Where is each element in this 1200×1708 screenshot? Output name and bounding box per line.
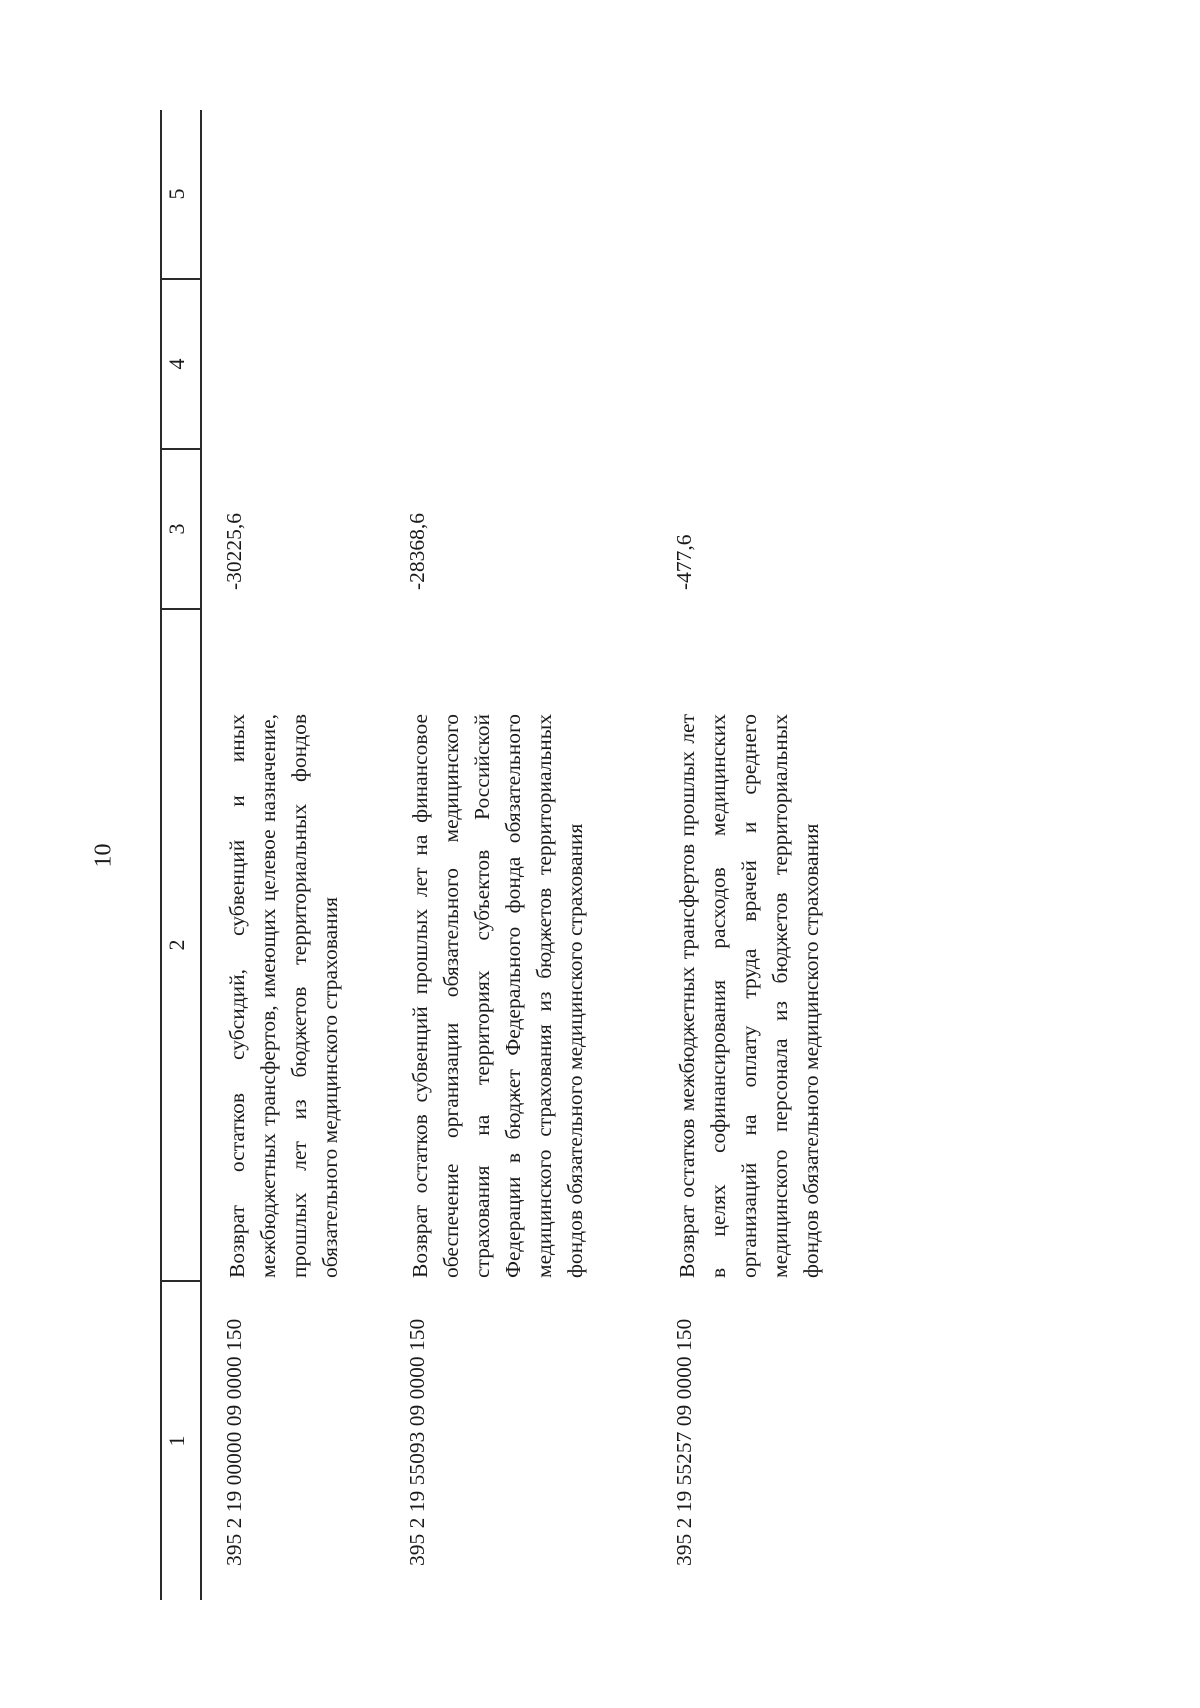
rotated-table [160,110,940,1600]
column-header-2: 2 [164,939,189,951]
row-name: Возврат остатков субвенций прошлых лет на финансовое обеспечение организации обязательного медицинского страхования на территориях субъектов Российской Федерации в бюджет Федерального фонда обязательного медицинского страхования из бюджетов территориальных фондов обязательного медицинского страхования [408,714,587,1278]
row-amount: -28368,6 [405,512,429,590]
row-code: 395 2 19 00000 09 0000 150 [222,1318,246,1566]
page-number: 10 [90,843,117,868]
row-name: Возврат остатков субсидий, субвенций и иных межбюджетных трансфертов, имеющих целевое назначение, прошлых лет из бюджетов территориальных фондов обязательного медицинского страхования [225,714,342,1278]
row-amount: -30225,6 [222,512,246,590]
row-amount: -477,6 [672,534,696,590]
column-header-1: 1 [164,1435,189,1447]
row-code: 395 2 19 55257 09 0000 150 [672,1318,696,1566]
table-top-rule [160,110,162,1600]
row-code: 395 2 19 55093 09 0000 150 [405,1318,429,1566]
row-name: Возврат остатков межбюджетных трансфертов прошлых лет в целях софинансирования расходов медицинских организаций на оплату труда врачей и среднего медицинского персонала из бюджетов территориальных фондов обязательного медицинского страхования [675,714,823,1278]
column-header-3: 3 [164,523,189,535]
column-header-5: 5 [164,188,189,200]
header-bottom-rule [200,110,202,1600]
column-header-4: 4 [164,358,189,370]
